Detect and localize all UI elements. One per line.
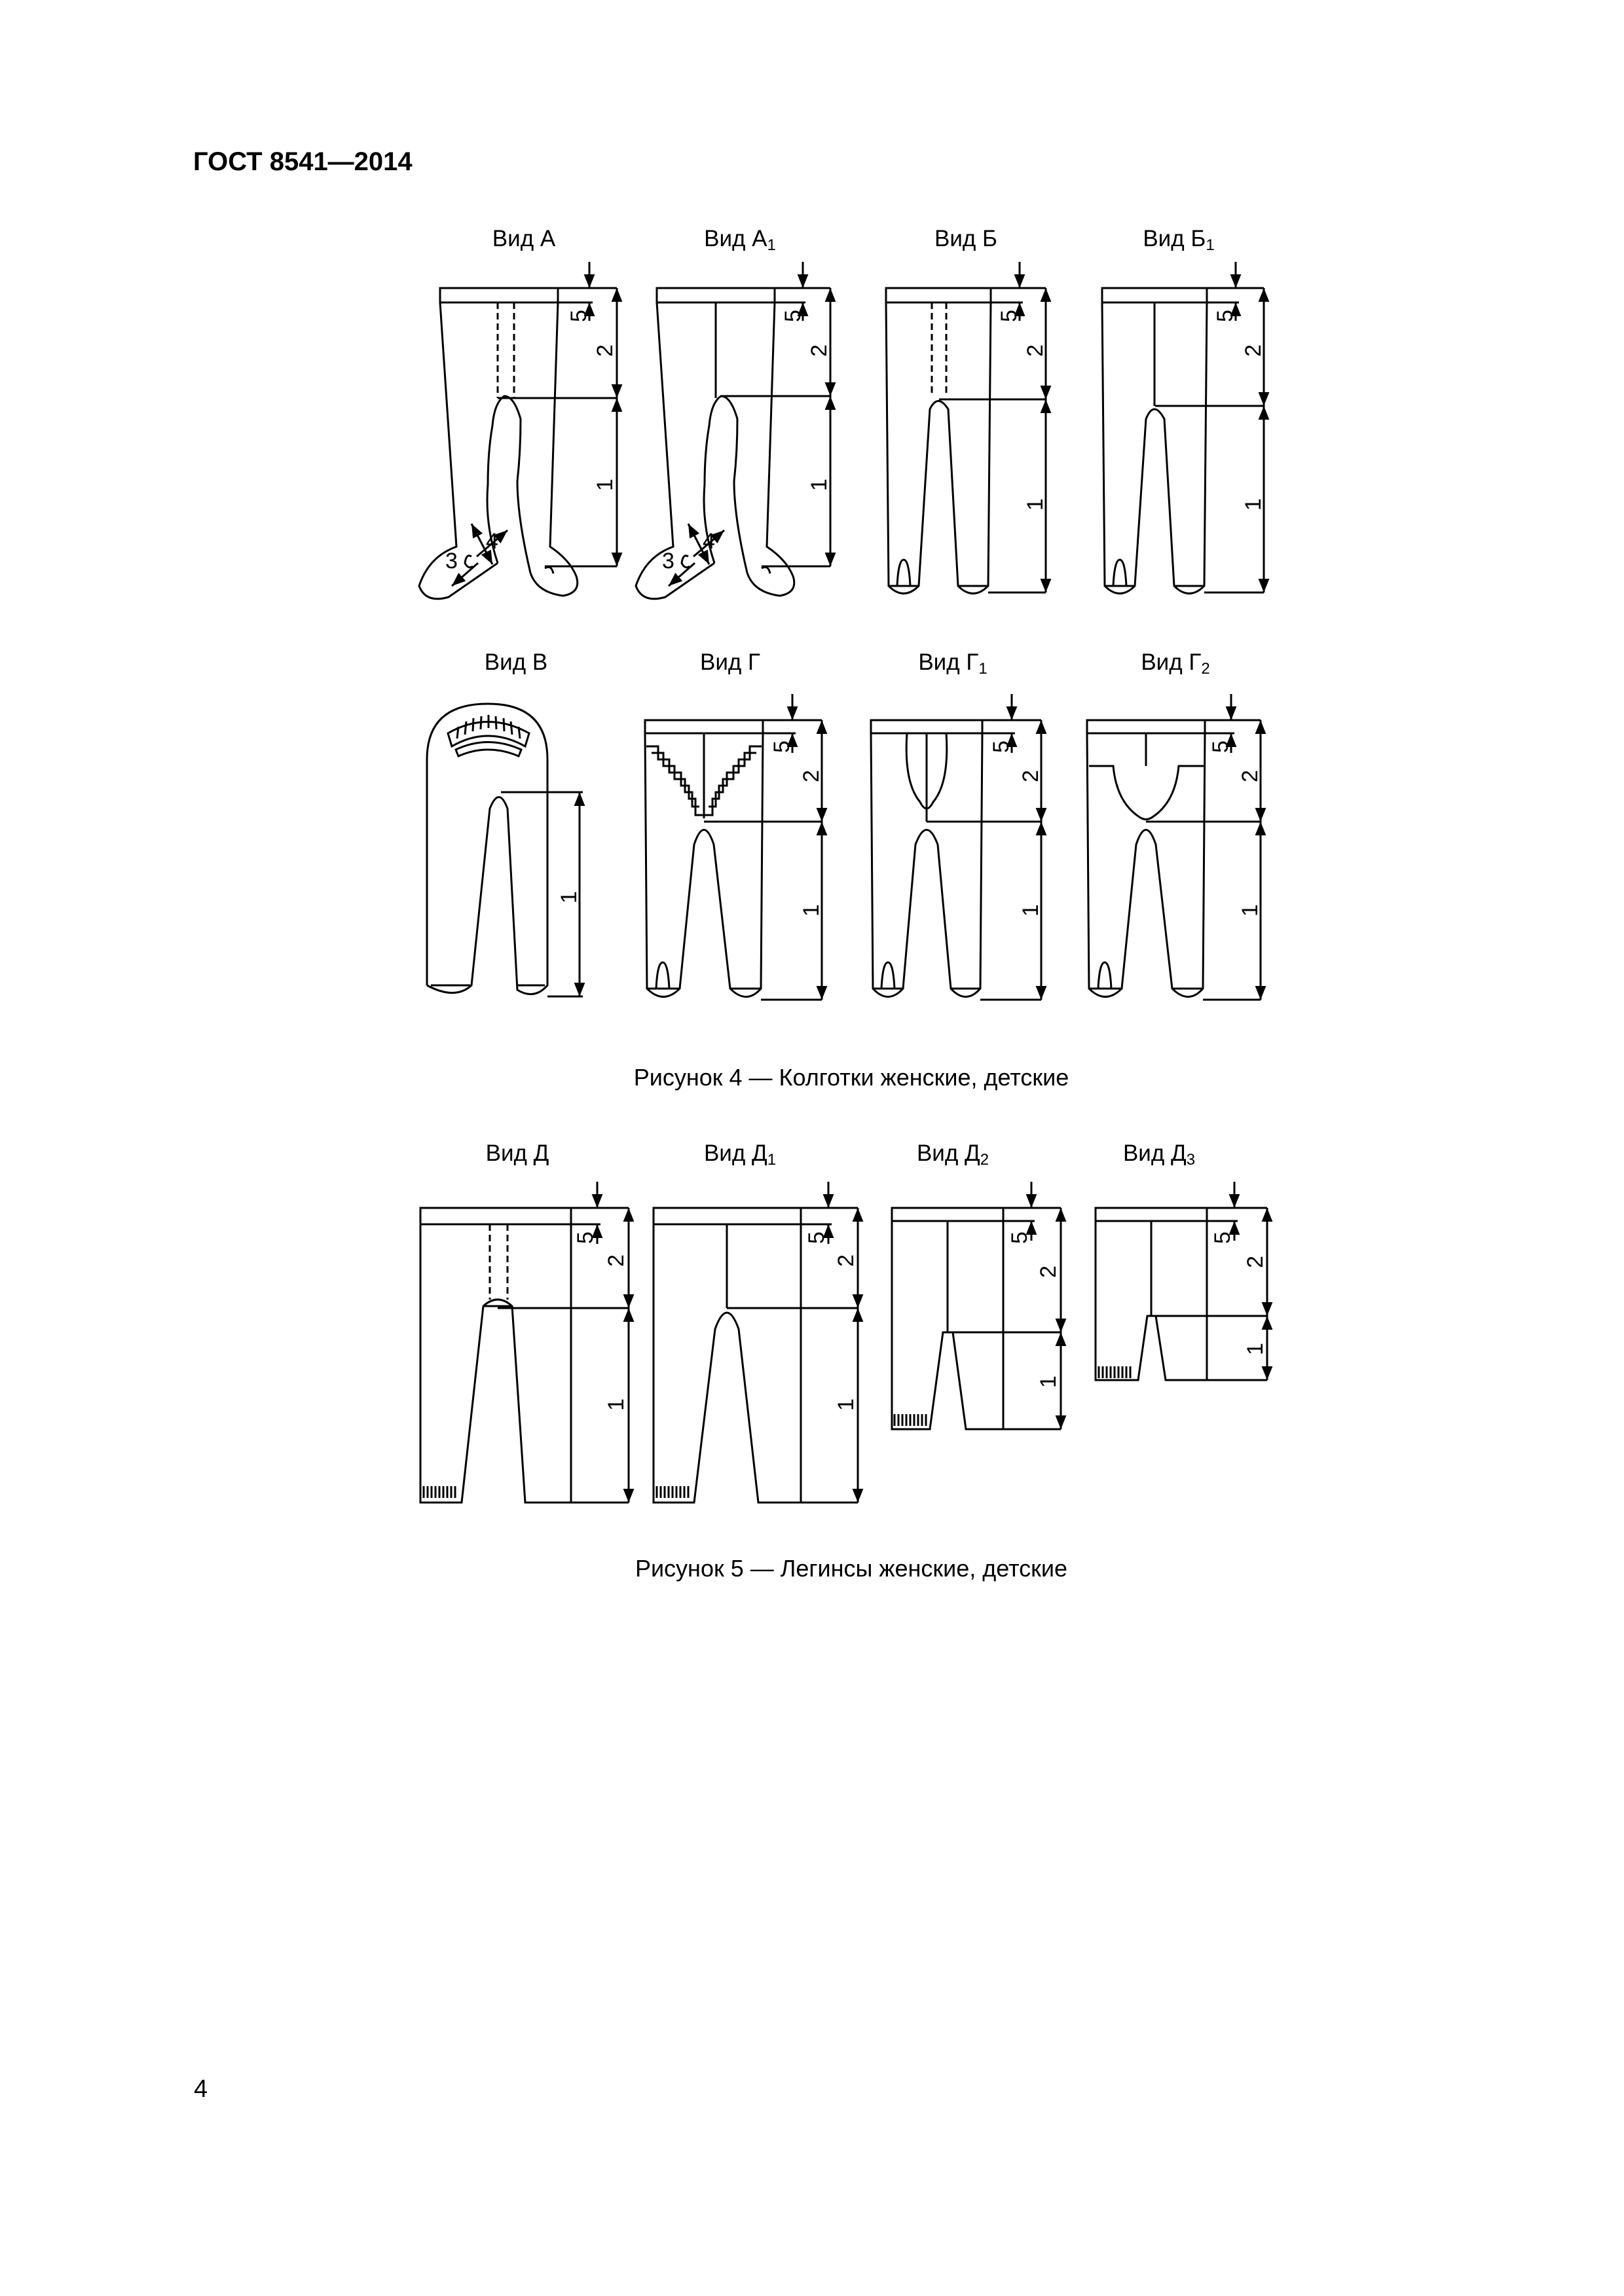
dim-1-d1: 1 (834, 1398, 858, 1411)
view-label-d3: Вид $Д_3$ (1122, 1140, 1196, 1169)
view-label-a1: Вид $А_1$ (704, 226, 776, 254)
dim-2-a: 2 (593, 344, 618, 357)
dim-1-a: 1 (593, 479, 618, 491)
drawing-view-d (420, 1182, 629, 1503)
drawing-view-g (645, 694, 822, 1000)
view-label-a: Вид А (492, 226, 556, 251)
dim-1-g2: 1 (1238, 904, 1263, 917)
dim-2-g: 2 (799, 770, 824, 782)
dim-1-b1: 1 (1241, 498, 1266, 511)
view-label-d2: Вид $Д_2$ (916, 1140, 989, 1169)
page-number: 4 (194, 2075, 208, 2103)
dim-2-b1: 2 (1241, 344, 1266, 357)
view-label-g: Вид Г (700, 649, 760, 675)
dim-5-b: 5 (997, 310, 1022, 322)
dim-1-d: 1 (604, 1398, 629, 1411)
dim-2-b: 2 (1023, 344, 1048, 357)
dim-5-a: 5 (566, 310, 591, 322)
dim-5-b1: 5 (1213, 310, 1238, 322)
drawing-view-d3 (1096, 1182, 1267, 1380)
dim-1-a1: 1 (807, 479, 832, 491)
dim-1-d2: 1 (1036, 1376, 1061, 1388)
drawing-view-v (427, 704, 583, 996)
rib-cuff-d (424, 1486, 455, 1498)
dim-1-g1: 1 (1018, 904, 1043, 917)
dim-2-g2: 2 (1238, 770, 1263, 782)
dim-1-d3: 1 (1243, 1343, 1268, 1355)
view-label-d1: Вид $Д_1$ (703, 1140, 777, 1169)
view-label-g1: Вид $Г_1$ (918, 649, 987, 678)
dim-1-b: 1 (1023, 498, 1048, 511)
dim-1-g: 1 (799, 904, 824, 917)
figure-5-caption: Рисунок 5 — Легинсы женские, детские (635, 1555, 1068, 1582)
view-label-b: Вид Б (934, 226, 998, 251)
document-header: ГОСТ 8541—2014 (193, 147, 413, 176)
dim-5-d1: 5 (804, 1231, 829, 1244)
dim-5-d: 5 (573, 1231, 598, 1244)
dim-2-d1: 2 (834, 1254, 858, 1267)
drawing-view-b (886, 262, 1046, 594)
view-label-v: Вид В (484, 649, 548, 675)
dim-3-a: 3 (445, 549, 458, 574)
dim-2-d: 2 (604, 1254, 629, 1267)
dim-2-d3: 2 (1243, 1256, 1268, 1268)
dim-5-d3: 5 (1210, 1231, 1235, 1244)
dim-2-d2: 2 (1036, 1266, 1061, 1278)
dim-1-v: 1 (557, 891, 581, 903)
dim-5-g2: 5 (1208, 740, 1233, 753)
rib-cuff-d2 (895, 1414, 926, 1426)
rib-cuff-d1 (657, 1486, 688, 1498)
dim-4-a1: 4 (703, 529, 715, 554)
drawing-view-b1 (1102, 262, 1264, 594)
view-label-d: Вид Д (485, 1140, 549, 1166)
view-label-b1: Вид $Б_1$ (1143, 226, 1215, 254)
dim-2-g1: 2 (1018, 770, 1043, 782)
dim-2-a1: 2 (807, 344, 832, 357)
drawing-view-d1 (654, 1182, 858, 1503)
view-label-g2: Вид $Г_2$ (1141, 649, 1210, 678)
dim-4-a: 4 (486, 529, 498, 554)
dim-3-a1: 3 (662, 549, 674, 574)
rib-cuff-d3 (1099, 1366, 1130, 1378)
dim-5-d2: 5 (1007, 1231, 1032, 1244)
figure-4-caption: Рисунок 4 — Колготки женские, детские (633, 1064, 1069, 1091)
dim-5-g1: 5 (989, 740, 1014, 753)
dim-5-a1: 5 (781, 310, 805, 322)
dim-5-g: 5 (769, 740, 794, 753)
drawing-view-g2 (1087, 694, 1261, 1000)
drawing-view-d2 (892, 1182, 1061, 1429)
drawing-view-g1 (871, 694, 1041, 1000)
